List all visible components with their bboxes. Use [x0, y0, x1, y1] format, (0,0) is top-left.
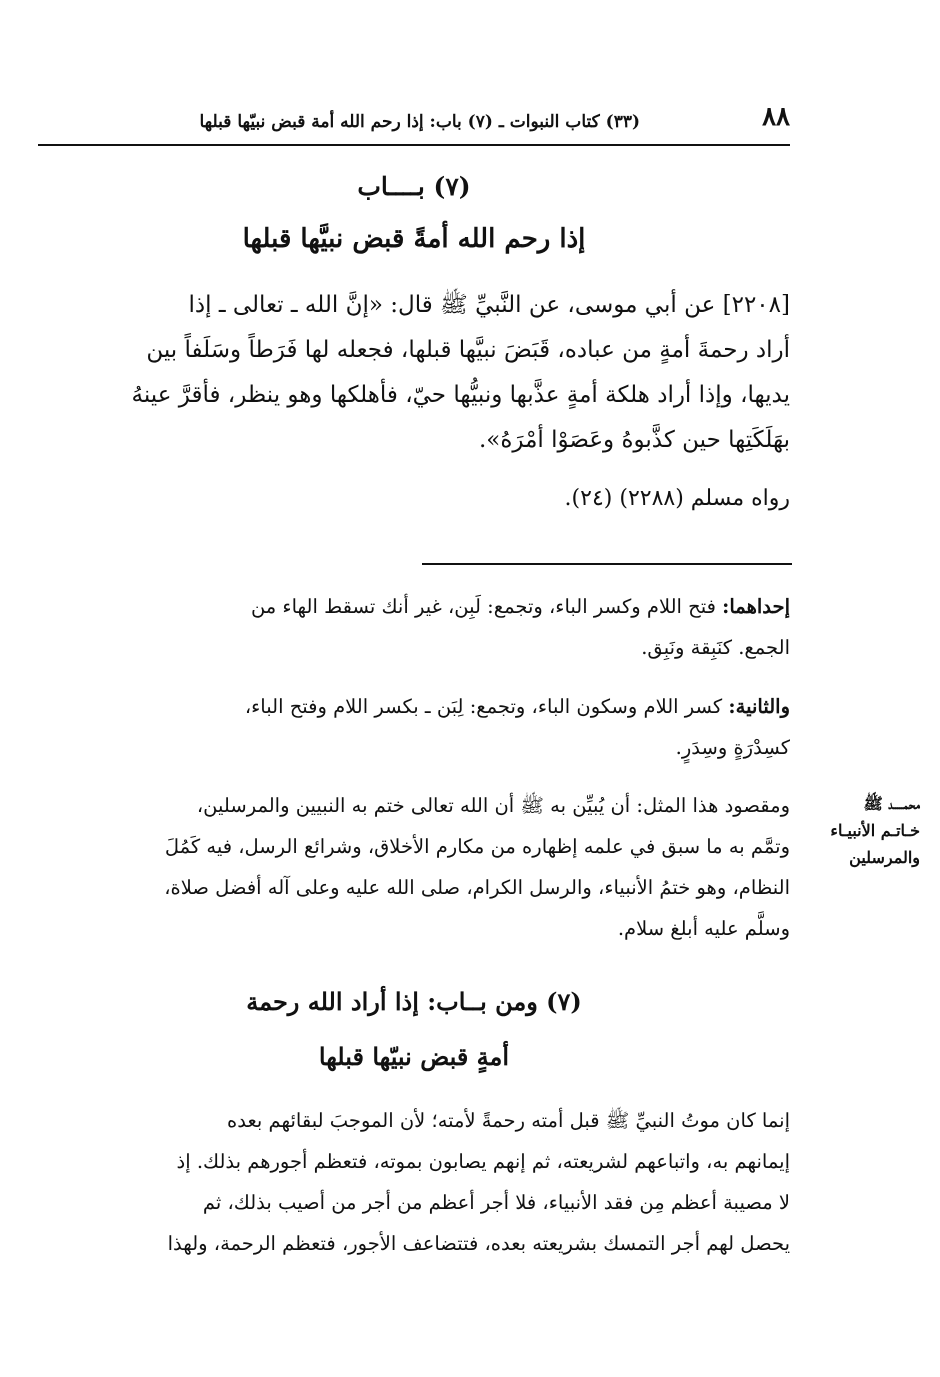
hadith-line: [٢٢٠٨] عن أبي موسى، عن النَّبيِّ ﷺ قال: «إنَّ الله ـ تعالى ـ إذا: [188, 292, 790, 318]
note-text: فتح اللام وكسر الباء، وتجمع: لَبِن، غير أنك تسقط الهاء من: [250, 595, 716, 618]
note-line: كسِدْرَةٍ وسِدَرٍ.: [675, 736, 790, 759]
note-second: [40, 686, 790, 768]
note-first: [40, 586, 790, 668]
note-meaning: [40, 785, 790, 949]
chapter-number: (٧) بــــاب: [357, 172, 471, 201]
commentary-line: إنما كان موتُ النبيِّ ﷺ قبل أمته رحمةً لأمته؛ لأن الموجبَ لبقائهم بعده: [227, 1109, 790, 1132]
commentary-line: لا مصيبة أعظم مِن فقد الأنبياء، فلا أجر أعظم من أجر من أصيب بذلك، ثم: [202, 1191, 790, 1214]
hadith-source: رواه مسلم (٢٢٨٨) (٢٤).: [564, 486, 790, 511]
header-rule: [38, 144, 790, 146]
page-number: ٨٨: [762, 102, 790, 132]
margin-note-line: محمـــــد ﷺ: [863, 794, 920, 813]
separator-rule: [422, 563, 792, 565]
commentary-line: يحصل لهم أجر التمسك بشريعته بعده، فتتضاعف الأجور، فتعظم الرحمة، ولهذا: [167, 1232, 790, 1255]
commentary-heading: (٧) ومن بــاب: إذا أراد الله رحمة: [246, 987, 582, 1016]
commentary-heading-title: أمةٍ قبض نبيّها قبلها: [318, 1042, 510, 1071]
hadith-line: أراد رحمةَ أمةٍ من عباده، قَبَضَ نبيَّها قبلها، فجعله لها فَرَطاً وسَلَفاً بين: [146, 337, 790, 363]
commentary-line: إيمانهم به، واتباعهم لشريعته، ثم إنهم يصابون بموته، فتعظم أجورهم بذلك. إذ: [176, 1150, 790, 1173]
note-label: إحداهما:: [722, 595, 790, 618]
commentary-text: [40, 1100, 790, 1264]
page-header: [38, 100, 790, 140]
note-line: ومقصود هذا المثل: أن يُبيِّن به ﷺ أن الله تعالى ختم به النبيين والمرسلين،: [196, 794, 790, 817]
note-label: والثانية:: [728, 695, 790, 718]
note-line: [40, 586, 790, 627]
note-line: [40, 686, 790, 727]
note-line: الجمع. كنَبِقة ونَبِق.: [641, 636, 790, 659]
note-line: النظام، وهو ختمُ الأنبياء، والرسل الكرام، صلى الله عليه وعلى آله أفضل صلاة،: [164, 876, 790, 899]
margin-note-line: خـاتـم الأنبيـاء: [830, 821, 920, 840]
hadith-line: يديها، وإذا أراد هلكة أمةٍ عذَّبها ونبيُّها حيّ، فأهلكها وهو ينظر، فأقرَّ عينهُ: [131, 382, 790, 408]
note-line: وسلَّم عليه أبلغ سلام.: [617, 917, 790, 940]
running-title: (٣٣) كتاب النبوات ـ (٧) باب: إذا رحم الله أمة قبض نبيّها قبلها: [199, 112, 640, 132]
note-text: كسر اللام وسكون الباء، وتجمع: لِبَن ـ بكسر اللام وفتح الباء،: [244, 695, 723, 718]
margin-note: [802, 790, 920, 871]
hadith-line: بهَلَكَتِها حين كذَّبوهُ وعَصَوْا أمْرَهُ».: [478, 427, 790, 453]
note-line: وتمَّم به ما سبق في علمه إظهاره من مكارم الأخلاق، وشرائع الرسل، فيه كَمُلَ: [164, 835, 790, 858]
margin-note-line: والمرسلين: [849, 848, 920, 867]
hadith-text: [40, 283, 790, 463]
chapter-title: إذا رحم الله أمةً قبض نبيَّها قبلها: [242, 224, 586, 254]
